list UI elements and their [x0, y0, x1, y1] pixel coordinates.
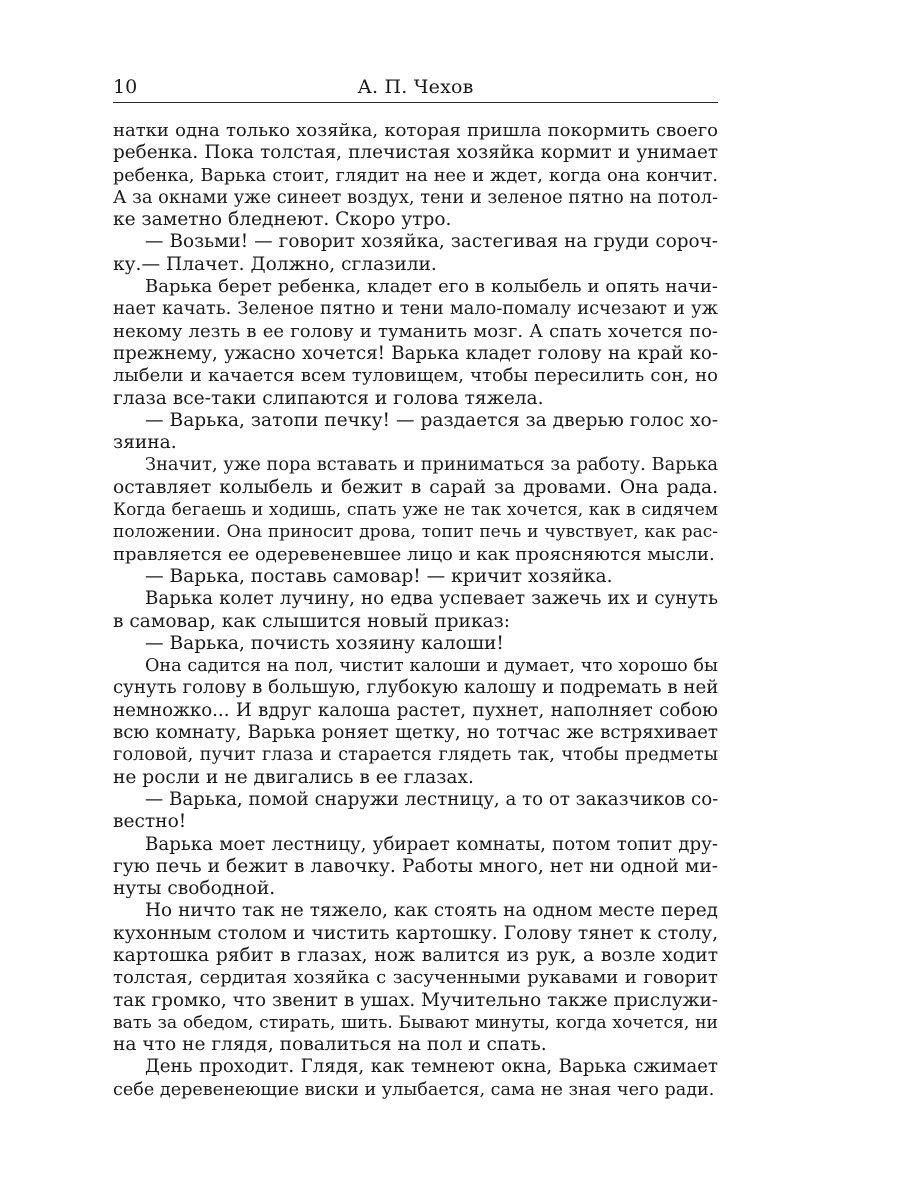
paragraph	[113, 1056, 718, 1101]
text-line: на что не глядя, повалиться на пол и спать.	[113, 1034, 547, 1056]
text-line: себе деревенеющие виски и улыбается, сама не зная чего ради.	[113, 1079, 715, 1100]
text-line: ке заметно бледнеют. Скоро утро.	[113, 209, 452, 231]
text-line: ку.— Плачет. Должно, сглазили.	[113, 253, 437, 275]
text-line: зяина.	[113, 432, 177, 454]
text-line: головой, пучит глаза и старается глядеть так, чтобы предметы	[113, 744, 718, 766]
text-line: оставляет колыбель и бежит в сарай за дровами. Она рада.	[113, 476, 718, 498]
text-line: Когда бегаешь и ходишь, спать уже не так хочется, как в сидячем	[113, 500, 718, 521]
body-text	[113, 120, 718, 1101]
text-line: сунуть голову в большую, глубокую калошу и подремать в ней	[113, 677, 718, 699]
running-head	[113, 72, 718, 103]
text-line: Но ничто так не тяжело, как стоять на одном месте перед	[145, 900, 718, 922]
paragraph	[113, 834, 718, 901]
text-line: Варька берет ребенка, кладет его в колыбель и опять начи-	[145, 276, 718, 298]
text-line: толстая, сердитая хозяйка с засученными рукавами и говорит	[113, 967, 718, 989]
text-line: Она садится на пол, чистит калоши и думает, что хорошо бы	[145, 656, 718, 677]
text-line: правляется ее одеревеневшее лицо и как проясняются мысли.	[113, 543, 715, 565]
text-line: вать за обедом, стирать, шить. Бывают минуты, когда хочется, ни	[113, 1012, 718, 1033]
text-line: так громко, что звенит в ушах. Мучительно также прислужи-	[113, 989, 718, 1011]
text-line: не росли и не двигались в ее глазах.	[113, 766, 474, 788]
text-line: — Варька, затопи печку! — раздается за дверью голос хо-	[145, 409, 718, 431]
text-line: кухонным столом и чистить картошку. Голову тянет к столу,	[113, 922, 718, 944]
text-line: всю комнату, Варька роняет щетку, но тотчас же встряхивает	[113, 722, 718, 744]
paragraph	[113, 789, 718, 834]
text-line: в самовар, как слышится новый приказ:	[113, 610, 511, 632]
text-line: положении. Она приносит дрова, топит печь и чувствует, как рас-	[113, 522, 718, 543]
text-line: картошка рябит в глазах, нож валится из рук, а возле ходит	[113, 944, 718, 966]
text-line: — Варька, почисть хозяину калоши!	[145, 632, 504, 654]
text-line: ребенка. Пока толстая, плечистая хозяйка кормит и унимает	[113, 142, 718, 164]
text-line: ребенка, Варька стоит, глядит на нее и ждет, когда она кончит.	[113, 165, 718, 186]
paragraph	[113, 900, 718, 1056]
text-line: День проходит. Глядя, как темнеют окна, Варька сжимает	[145, 1056, 718, 1078]
text-line: вестно!	[113, 811, 187, 833]
page-number: 10	[113, 76, 138, 98]
paragraph	[113, 566, 718, 588]
text-line: — Варька, помой снаружи лестницу, а то от заказчиков со-	[145, 788, 718, 810]
paragraph	[113, 231, 718, 276]
book-page	[113, 72, 718, 1101]
paragraph	[113, 276, 718, 410]
text-line: нает качать. Зеленое пятно и тени мало-помалу исчезают и уж	[113, 298, 718, 320]
paragraph	[113, 588, 718, 633]
paragraph	[113, 655, 718, 789]
text-line: Значит, уже пора вставать и приниматься за работу. Варька	[145, 454, 718, 476]
text-line: натки одна только хозяйка, которая пришла покормить своего	[113, 120, 718, 141]
paragraph	[113, 633, 718, 655]
text-line: — Возьми! — говорит хозяйка, застегивая на груди сороч-	[145, 231, 718, 253]
text-line: немножко... И вдруг калоша растет, пухнет, наполняет собою	[113, 699, 718, 721]
text-line: лыбели и качается всем туловищем, чтобы пересилить сон, но	[113, 365, 718, 387]
paragraph	[113, 454, 718, 565]
text-line: гую печь и бежит в лавочку. Работы много, нет ни одной ми-	[113, 855, 718, 877]
text-line: глаза все-таки слипаются и голова тяжела.	[113, 387, 544, 409]
text-line: прежнему, ужасно хочется! Варька кладет голову на край ко-	[113, 342, 718, 364]
running-title: А. П. Чехов	[357, 76, 474, 98]
text-line: нуты свободной.	[113, 878, 276, 900]
text-line: — Варька, поставь самовар! — кричит хозяйка.	[145, 565, 613, 587]
text-line: Варька колет лучину, но едва успевает зажечь их и сунуть	[145, 588, 718, 610]
paragraph	[113, 410, 718, 455]
paragraph	[113, 120, 718, 231]
text-line: некому лезть в ее голову и туманить мозг. А спать хочется по-	[113, 320, 718, 342]
text-line: Варька моет лестницу, убирает комнаты, потом топит дру-	[145, 833, 718, 855]
text-line: А за окнами уже синеет воздух, тени и зеленое пятно на потол-	[113, 186, 718, 208]
